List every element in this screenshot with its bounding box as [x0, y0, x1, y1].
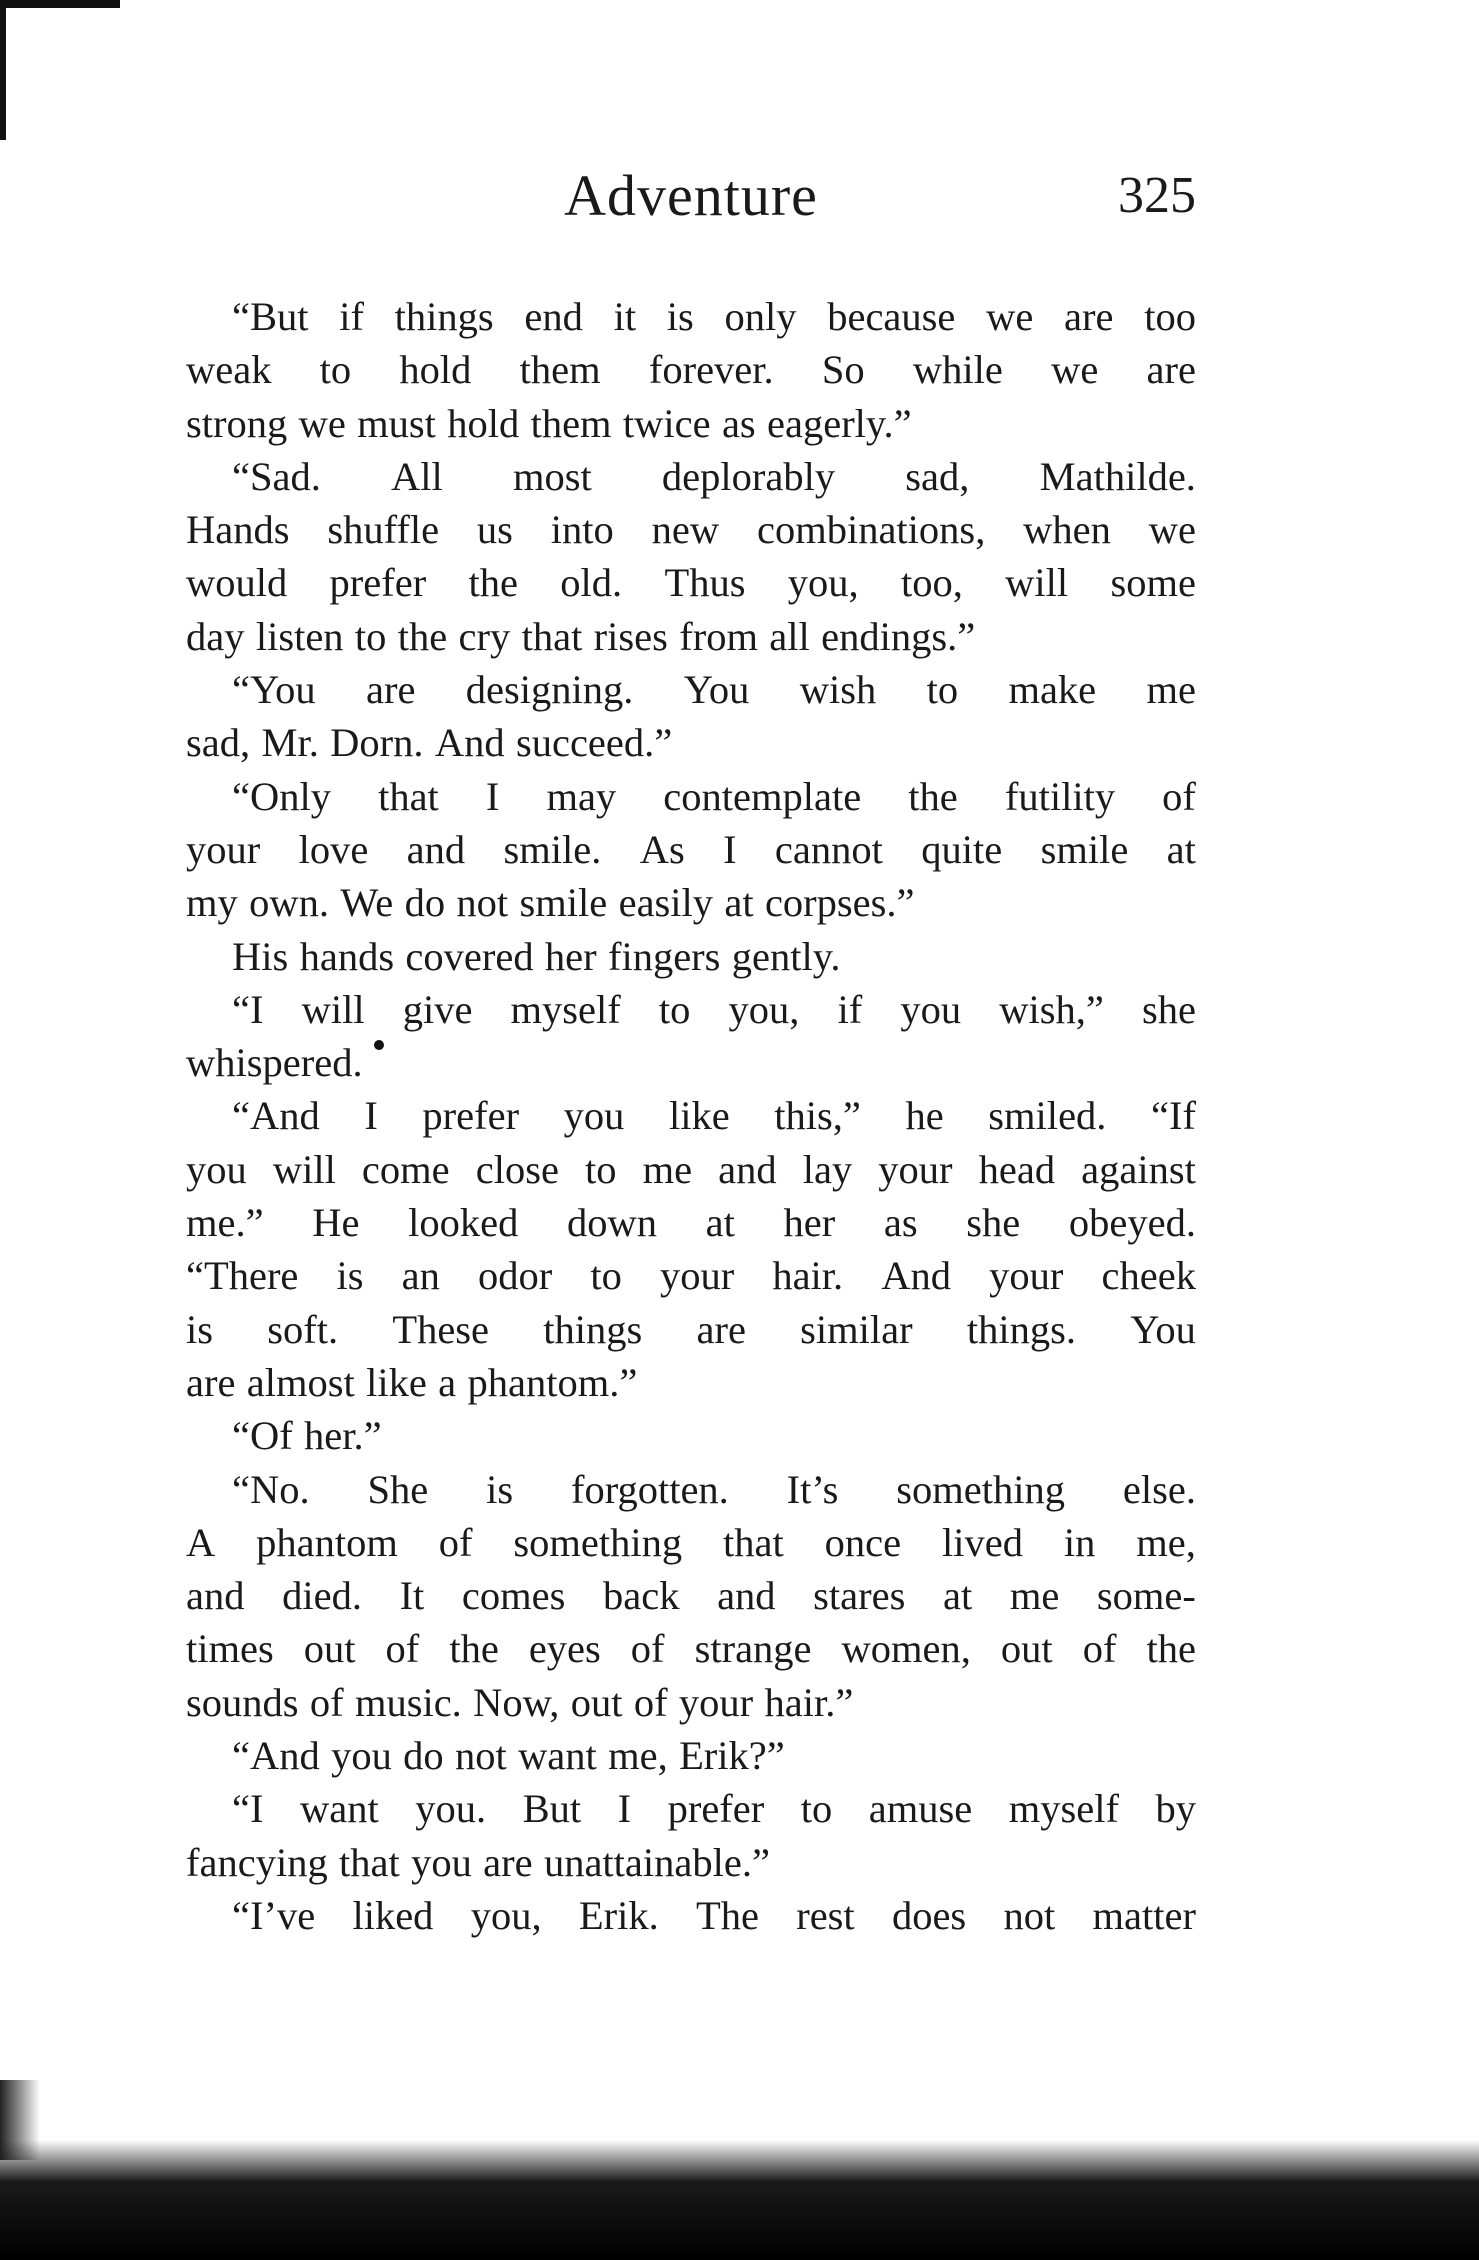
- running-title: Adventure: [564, 163, 818, 228]
- word: are: [366, 667, 416, 713]
- word: A: [186, 1519, 216, 1565]
- word: “If: [1151, 1093, 1196, 1139]
- word: we: [986, 294, 1034, 339]
- word: We: [340, 880, 394, 926]
- word: you: [186, 1146, 247, 1192]
- word: love: [298, 826, 369, 872]
- word: hold: [399, 347, 472, 393]
- word: comes: [461, 1573, 566, 1619]
- word: else.: [1122, 1466, 1196, 1512]
- word: cannot: [774, 826, 883, 872]
- word: do: [403, 1733, 444, 1779]
- word: old.: [560, 560, 623, 606]
- word: only: [724, 294, 797, 339]
- word: quite: [921, 826, 1003, 872]
- word: this,”: [774, 1093, 861, 1139]
- word: my: [186, 880, 238, 926]
- word: “And: [232, 1733, 320, 1779]
- word: her.”: [304, 1413, 382, 1459]
- word: The: [695, 1892, 759, 1938]
- text-line: [186, 1676, 1196, 1729]
- word: obeyed.: [1068, 1200, 1196, 1246]
- word: to: [800, 1786, 833, 1832]
- word: of: [385, 1626, 420, 1672]
- word: almost: [246, 1359, 355, 1405]
- word: is: [336, 1253, 364, 1299]
- word: Erik.: [578, 1892, 659, 1938]
- word: prefer: [667, 1786, 765, 1832]
- word: by: [1155, 1786, 1196, 1832]
- text-line: [186, 1249, 1196, 1302]
- word: back: [603, 1573, 680, 1619]
- word: I: [617, 1786, 632, 1832]
- word: we: [298, 400, 346, 446]
- word: from: [679, 613, 758, 659]
- word: It’s: [786, 1466, 839, 1512]
- word: me: [1146, 667, 1196, 713]
- word: she: [1141, 986, 1196, 1032]
- word: when: [1023, 507, 1111, 553]
- word: me: [1009, 1573, 1060, 1619]
- word: come: [361, 1146, 450, 1192]
- word: your: [186, 826, 261, 872]
- word: to: [590, 1253, 622, 1299]
- word: And: [434, 720, 505, 766]
- word: you,: [470, 1892, 542, 1938]
- word: wish,”: [999, 986, 1104, 1032]
- word: forgotten.: [570, 1466, 729, 1512]
- word: head: [978, 1146, 1056, 1192]
- word: must: [357, 400, 436, 446]
- word: things.: [966, 1306, 1076, 1352]
- word: smile.: [503, 826, 602, 872]
- word: to: [926, 667, 959, 713]
- word: is: [486, 1466, 514, 1512]
- word: day: [186, 613, 245, 659]
- word: out: [570, 1679, 623, 1725]
- word: as: [883, 1200, 918, 1246]
- word: Erik?”: [679, 1733, 785, 1779]
- word: them: [530, 400, 612, 446]
- word: amuse: [868, 1786, 973, 1832]
- word: So: [821, 347, 865, 393]
- word: “I’ve: [232, 1892, 316, 1938]
- word: down: [566, 1200, 657, 1246]
- word: deplorably: [661, 453, 836, 499]
- word: if: [339, 294, 364, 339]
- word: prefer: [329, 560, 427, 606]
- word: will: [272, 1146, 336, 1192]
- text-line: [186, 1463, 1196, 1516]
- word: smile: [519, 880, 608, 926]
- word: the: [908, 773, 958, 819]
- word: some-: [1096, 1573, 1196, 1619]
- text-line: [186, 1569, 1196, 1622]
- text-line: [186, 610, 1196, 663]
- word: I: [364, 1093, 378, 1139]
- word: too: [1144, 294, 1196, 339]
- word: easily: [618, 880, 714, 926]
- word: it: [613, 294, 637, 339]
- word: You: [1130, 1306, 1196, 1352]
- word: sad,: [186, 720, 251, 766]
- word: at: [724, 880, 754, 926]
- word: women,: [841, 1626, 971, 1672]
- word: out: [303, 1626, 356, 1672]
- text-line: [186, 397, 1196, 450]
- word: lived: [942, 1519, 1023, 1565]
- word: hands: [299, 933, 395, 979]
- word: and: [717, 1573, 776, 1619]
- word: of: [438, 1519, 473, 1565]
- word: want: [518, 1733, 597, 1779]
- word: give: [402, 986, 473, 1032]
- word: to: [354, 613, 387, 659]
- text-line: [186, 1782, 1196, 1835]
- word: matter: [1092, 1892, 1196, 1938]
- word: you: [411, 1839, 472, 1885]
- word: like: [668, 1093, 730, 1139]
- text-line: [186, 1356, 1196, 1409]
- word: wish: [799, 667, 877, 713]
- word: “You: [232, 667, 316, 713]
- word: strange: [694, 1626, 812, 1672]
- word: “Of: [232, 1413, 293, 1459]
- word: phantom.”: [467, 1359, 638, 1405]
- word: we: [1148, 507, 1196, 553]
- text-line: [186, 823, 1196, 876]
- word: own.: [249, 880, 329, 926]
- word: Hands: [186, 507, 290, 553]
- word: hold: [447, 400, 520, 446]
- word: music.: [354, 1679, 462, 1725]
- word: unattainable.”: [543, 1839, 770, 1885]
- word: hair.”: [764, 1679, 854, 1725]
- word: you,: [787, 560, 859, 606]
- word: smiled.: [988, 1093, 1107, 1139]
- word: and: [718, 1146, 777, 1192]
- text-line: [186, 876, 1196, 929]
- word: are: [1146, 347, 1196, 393]
- word: all: [769, 613, 810, 659]
- word: futility: [1004, 773, 1116, 819]
- word: I: [723, 826, 737, 872]
- word: of: [630, 1626, 665, 1672]
- word: endings.”: [821, 613, 976, 659]
- word: out: [1000, 1626, 1053, 1672]
- word: weak: [186, 347, 272, 393]
- word: while: [912, 347, 1003, 393]
- scan-edge-artifact: [0, 0, 6, 140]
- word: “No.: [232, 1466, 310, 1512]
- word: And: [881, 1253, 952, 1299]
- word: and: [406, 826, 466, 872]
- word: He: [312, 1200, 360, 1246]
- word: want: [299, 1786, 379, 1832]
- word: Mathilde.: [1039, 453, 1196, 499]
- word: them: [519, 347, 601, 393]
- text-line: [186, 930, 1196, 983]
- word: because: [827, 294, 956, 339]
- word: covered: [405, 933, 534, 979]
- word: you: [900, 986, 962, 1032]
- word: your: [659, 1253, 735, 1299]
- word: corpses.”: [764, 880, 915, 926]
- word: may: [546, 773, 617, 819]
- word: the: [1146, 1626, 1196, 1672]
- word: at: [942, 1573, 973, 1619]
- text-line: [186, 1409, 1196, 1462]
- page-number: 325: [1118, 167, 1196, 224]
- word: once: [824, 1519, 902, 1565]
- word: things: [394, 294, 494, 339]
- word: an: [401, 1253, 440, 1299]
- word: twice: [622, 400, 711, 446]
- word: the: [468, 560, 518, 606]
- text-line: [186, 1143, 1196, 1196]
- word: we: [1051, 347, 1099, 393]
- word: not: [454, 1733, 507, 1779]
- word: against: [1081, 1146, 1196, 1192]
- word: something: [896, 1466, 1066, 1512]
- page-header: [186, 162, 1196, 242]
- word: new: [651, 507, 720, 553]
- text-line: [186, 1889, 1196, 1942]
- text-line: [186, 450, 1196, 503]
- word: Mr.: [261, 720, 319, 766]
- word: me.”: [186, 1200, 264, 1246]
- text-line: [186, 1622, 1196, 1675]
- word: listen: [255, 613, 344, 659]
- word: designing.: [465, 667, 634, 713]
- word: cry: [458, 613, 511, 659]
- word: like: [366, 1359, 427, 1405]
- word: It: [399, 1573, 425, 1619]
- word: “Only: [232, 773, 331, 819]
- word: make: [1008, 667, 1097, 713]
- word: into: [550, 507, 614, 553]
- word: of: [1162, 773, 1196, 819]
- word: you: [331, 1733, 392, 1779]
- text-line: [186, 556, 1196, 609]
- text-line: [186, 1516, 1196, 1569]
- word: Now,: [473, 1679, 560, 1725]
- word: “I: [232, 1786, 264, 1832]
- text-line: [186, 770, 1196, 823]
- word: of: [633, 1679, 668, 1725]
- text-line: [186, 1729, 1196, 1782]
- word: liked: [352, 1892, 434, 1938]
- word: most: [512, 453, 592, 499]
- word: not: [1003, 1892, 1056, 1938]
- word: your: [989, 1253, 1064, 1299]
- text-line: [186, 1036, 1196, 1089]
- word: will: [301, 986, 365, 1032]
- word: forever.: [648, 347, 774, 393]
- word: “Sad.: [232, 453, 321, 499]
- word: times: [186, 1626, 274, 1672]
- word: contemplate: [663, 773, 862, 819]
- word: will: [1005, 560, 1069, 606]
- word: are: [483, 1839, 533, 1885]
- word: sounds: [186, 1679, 299, 1725]
- word: smile: [1040, 826, 1129, 872]
- word: stares: [813, 1573, 906, 1619]
- word: odor: [477, 1253, 553, 1299]
- word: you.: [415, 1786, 487, 1832]
- word: eagerly.”: [767, 400, 912, 446]
- word: are: [696, 1306, 746, 1352]
- word: that: [378, 773, 439, 819]
- text-line: [186, 1836, 1196, 1889]
- word: looked: [408, 1200, 519, 1246]
- word: if: [837, 986, 863, 1032]
- word: the: [397, 613, 448, 659]
- word: rises: [593, 613, 668, 659]
- word: things: [543, 1306, 643, 1352]
- word: soft.: [267, 1306, 339, 1352]
- word: too,: [900, 560, 963, 606]
- word: gently.: [731, 933, 841, 979]
- word: and: [186, 1573, 245, 1619]
- word: shuffle: [327, 507, 440, 553]
- word: “I: [232, 986, 264, 1032]
- word: combinations,: [756, 507, 986, 553]
- word: myself: [1008, 1786, 1119, 1832]
- body-text: [186, 290, 1196, 1942]
- word: are: [186, 1359, 236, 1405]
- word: her: [544, 933, 597, 979]
- word: the: [449, 1626, 499, 1672]
- text-line: [186, 290, 1196, 343]
- word: as: [721, 400, 756, 446]
- word: myself: [510, 986, 621, 1032]
- word: you: [563, 1093, 625, 1139]
- word: His: [232, 933, 289, 979]
- word: that: [723, 1519, 784, 1565]
- word: rest: [796, 1892, 855, 1938]
- word: do: [404, 880, 446, 926]
- word: me,: [1136, 1519, 1196, 1565]
- word: phantom: [256, 1519, 398, 1565]
- word: “And: [232, 1093, 320, 1139]
- word: that: [339, 1839, 400, 1885]
- word: would: [186, 560, 288, 606]
- word: is: [186, 1306, 214, 1352]
- text-line: [186, 983, 1196, 1036]
- word: is: [666, 294, 694, 339]
- text-line: [186, 1089, 1196, 1142]
- word: he: [905, 1093, 944, 1139]
- word: at: [1166, 826, 1196, 872]
- word: As: [639, 826, 685, 872]
- text-line: [186, 343, 1196, 396]
- word: died.: [282, 1573, 362, 1619]
- word: does: [891, 1892, 967, 1938]
- word: your: [678, 1679, 754, 1725]
- word: me,: [608, 1733, 668, 1779]
- word: me: [642, 1146, 693, 1192]
- word: in: [1063, 1519, 1096, 1565]
- word: some: [1110, 560, 1196, 606]
- word: succeed.”: [515, 720, 673, 766]
- word: strong: [186, 400, 288, 446]
- word: whispered.: [186, 1040, 363, 1086]
- word: But: [522, 1786, 582, 1832]
- word: These: [392, 1306, 490, 1352]
- word: us: [476, 507, 513, 553]
- word: to: [658, 986, 691, 1032]
- word: I: [485, 773, 500, 819]
- word: not: [456, 880, 509, 926]
- word: to: [585, 1146, 617, 1192]
- word: of: [1082, 1626, 1117, 1672]
- stray-mark: [374, 1040, 384, 1050]
- word: She: [367, 1466, 429, 1512]
- word: she: [966, 1200, 1021, 1246]
- word: you,: [728, 986, 800, 1032]
- text-line: [186, 1196, 1196, 1249]
- word: hair.: [772, 1253, 844, 1299]
- text-line: [186, 663, 1196, 716]
- word: close: [475, 1146, 559, 1192]
- word: to: [319, 347, 352, 393]
- word: something: [513, 1519, 683, 1565]
- scan-edge-artifact: [0, 0, 120, 8]
- word: a: [438, 1359, 457, 1405]
- text-line: [186, 1303, 1196, 1356]
- word: similar: [800, 1306, 913, 1352]
- word: cheek: [1101, 1253, 1196, 1299]
- word: fingers: [607, 933, 721, 979]
- word: Thus: [664, 560, 746, 606]
- word: lay: [802, 1146, 853, 1192]
- word: of: [309, 1679, 344, 1725]
- word: are: [1064, 294, 1114, 339]
- word: “There: [186, 1253, 299, 1299]
- word: fancying: [186, 1839, 328, 1885]
- word: at: [705, 1200, 735, 1246]
- word: Dorn.: [330, 720, 424, 766]
- text-line: [186, 716, 1196, 769]
- word: eyes: [528, 1626, 601, 1672]
- word: You: [683, 667, 750, 713]
- word: her: [783, 1200, 836, 1246]
- text-line: [186, 503, 1196, 556]
- word: prefer: [422, 1093, 520, 1139]
- scan-bottom-shadow: [0, 2140, 1479, 2260]
- word: your: [878, 1146, 953, 1192]
- word: end: [524, 294, 583, 339]
- word: All: [391, 453, 443, 499]
- word: sad,: [905, 453, 970, 499]
- word: “But: [232, 294, 309, 339]
- word: that: [521, 613, 583, 659]
